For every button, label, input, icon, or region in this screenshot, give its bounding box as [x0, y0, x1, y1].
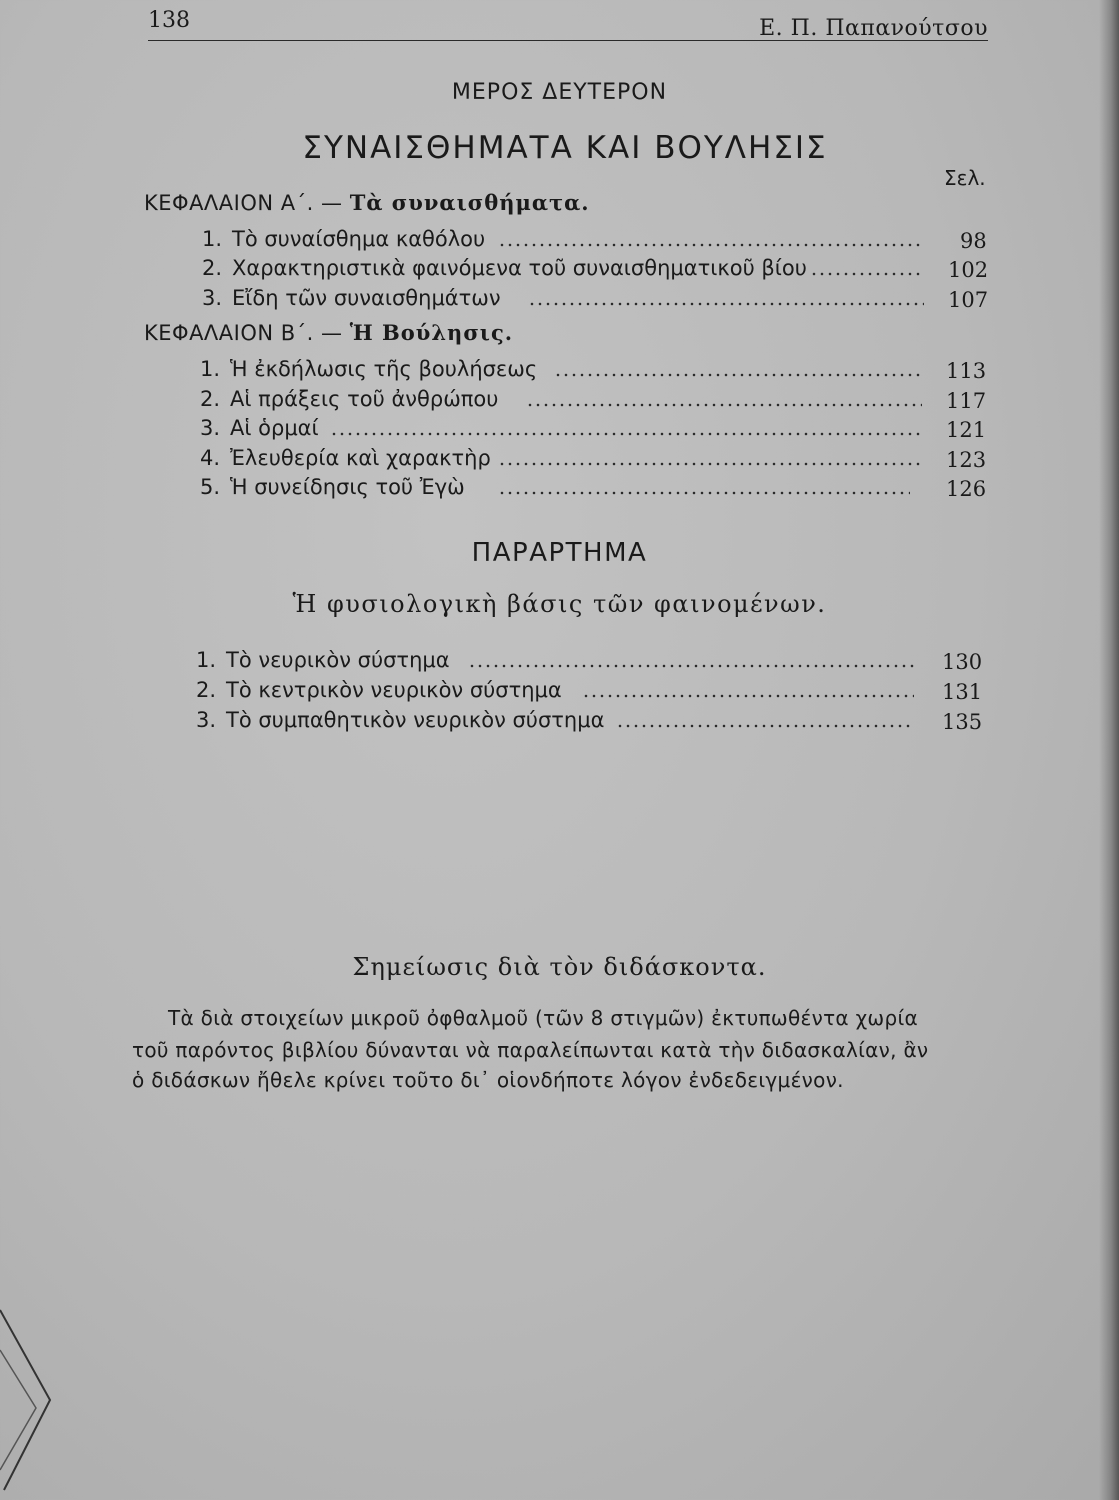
- toc-entry-text: Αἱ ὁρμαί: [230, 416, 319, 440]
- toc-entry-text: Εἴδη τῶν συναισθημάτων: [232, 286, 501, 310]
- page-edge-shadow: [1099, 0, 1119, 1500]
- toc-entry-text: Ἡ ἐκδήλωσις τῆς βουλήσεως: [230, 357, 538, 381]
- note-heading: Σημείωσις διὰ τὸν διδάσκοντα.: [352, 953, 767, 981]
- toc-entry-text: Τὸ συμπαθητικὸν νευρικὸν σύστημα: [226, 708, 605, 732]
- running-head-author: Ε. Π. Παπανούτσου: [759, 16, 988, 41]
- toc-entry-page: 113: [946, 359, 987, 383]
- toc-entry[interactable]: [200, 416, 987, 444]
- toc-entry[interactable]: [200, 387, 987, 415]
- chapter-b-heading: [144, 320, 513, 345]
- dot-leader: [498, 491, 910, 495]
- toc-entry[interactable]: [196, 678, 986, 706]
- appendix-subtitle: Ἡ φυσιολογικὴ βάσις τῶν φαινομένων.: [292, 590, 827, 618]
- page-column-label: Σελ.: [944, 166, 986, 190]
- toc-entry-number: 1.: [196, 648, 217, 672]
- toc-entry-text: Χαρακτηριστικὰ φαινόμενα τοῦ συναισθηματικοῦ βίου: [232, 256, 807, 280]
- toc-entry-number: 2.: [196, 678, 217, 702]
- dot-leader: [582, 694, 914, 698]
- page-fold-mark: [0, 1290, 60, 1500]
- toc-entry-number: 2.: [200, 387, 221, 411]
- running-head: [148, 4, 988, 40]
- chapter-a-heading: [144, 190, 590, 215]
- dot-leader: [330, 432, 922, 436]
- toc-entry-number: 3.: [202, 286, 223, 310]
- toc-entry-page: 135: [942, 710, 983, 734]
- dot-leader: [528, 302, 924, 306]
- toc-entry-page: 130: [942, 650, 983, 674]
- toc-entry-number: 4.: [200, 446, 221, 470]
- toc-entry-page: 102: [948, 258, 989, 282]
- dot-leader: [498, 462, 922, 466]
- header-rule: [148, 40, 988, 41]
- toc-entry[interactable]: [200, 446, 987, 474]
- chapter-b-label: ΚΕΦΑΛΑΙΟΝ Β΄. —: [144, 321, 343, 345]
- chapter-a-label: ΚΕΦΑΛΑΙΟΝ Α΄. —: [144, 191, 343, 215]
- toc-entry-page: 131: [942, 680, 983, 704]
- toc-entry[interactable]: [202, 256, 987, 284]
- dot-leader: [526, 403, 922, 407]
- toc-entry-page: 121: [946, 418, 987, 442]
- chapter-b-title: Ἡ Βούλησις.: [349, 320, 514, 345]
- toc-entry-number: 2.: [202, 256, 223, 280]
- toc-entry-number: 5.: [200, 475, 221, 499]
- toc-entry[interactable]: [196, 648, 986, 676]
- toc-entry-page: 107: [948, 288, 989, 312]
- toc-entry[interactable]: [200, 357, 987, 385]
- dot-leader: [498, 243, 924, 247]
- page-number: 138: [148, 8, 190, 33]
- toc-entry[interactable]: [202, 286, 987, 314]
- dot-leader: [616, 724, 914, 728]
- toc-entry-number: 3.: [196, 708, 217, 732]
- toc-entry-text: Ἐλευθερία καὶ χαρακτὴρ: [230, 446, 491, 470]
- toc-entry[interactable]: [202, 227, 987, 255]
- section-title: ΣΥΝΑΙΣΘΗΜΑΤΑ ΚΑΙ ΒΟΥΛΗΣΙΣ: [302, 130, 828, 166]
- dot-leader: [554, 373, 922, 377]
- note-line: τοῦ παρόντος βιβλίου δύνανται νὰ παραλείπωνται κατὰ τὴν διδασκαλίαν, ἂν: [132, 1038, 929, 1062]
- appendix-title: ΠΑΡΑΡΤΗΜΑ: [471, 538, 648, 568]
- part-title: ΜΕΡΟΣ ΔΕΥΤΕΡΟΝ: [451, 80, 668, 105]
- toc-entry-page: 98: [960, 229, 987, 253]
- note-line: Τὰ διὰ στοιχείων μικροῦ ὀφθαλμοῦ (τῶν 8 στιγμῶν) ἐκτυπωθέντα χωρία: [168, 1006, 919, 1030]
- toc-entry-text: Τὸ κεντρικὸν νευρικὸν σύστημα: [226, 678, 562, 702]
- toc-entry-number: 1.: [202, 227, 223, 251]
- toc-entry-text: Τὸ συναίσθημα καθόλου: [232, 227, 486, 251]
- toc-entry-text: Ἡ συνείδησις τοῦ Ἐγὼ: [230, 475, 465, 499]
- toc-entry-number: 3.: [200, 416, 221, 440]
- toc-entry[interactable]: [200, 475, 987, 503]
- toc-entry[interactable]: [196, 708, 986, 736]
- chapter-a-title: Τὰ συναισθήματα.: [349, 190, 590, 215]
- dot-leader: [468, 664, 914, 668]
- toc-entry-page: 126: [946, 477, 987, 501]
- note-line: ὁ διδάσκων ἤθελε κρίνει τοῦτο δι᾽ οἱονδήποτε λόγον ἐνδεδειγμένον.: [132, 1068, 844, 1092]
- toc-entry-text: Αἱ πράξεις τοῦ ἀνθρώπου: [230, 387, 499, 411]
- toc-entry-text: Τὸ νευρικὸν σύστημα: [226, 648, 450, 672]
- toc-entry-page: 123: [946, 448, 987, 472]
- dot-leader: [810, 272, 924, 276]
- toc-entry-page: 117: [946, 389, 987, 413]
- toc-entry-number: 1.: [200, 357, 221, 381]
